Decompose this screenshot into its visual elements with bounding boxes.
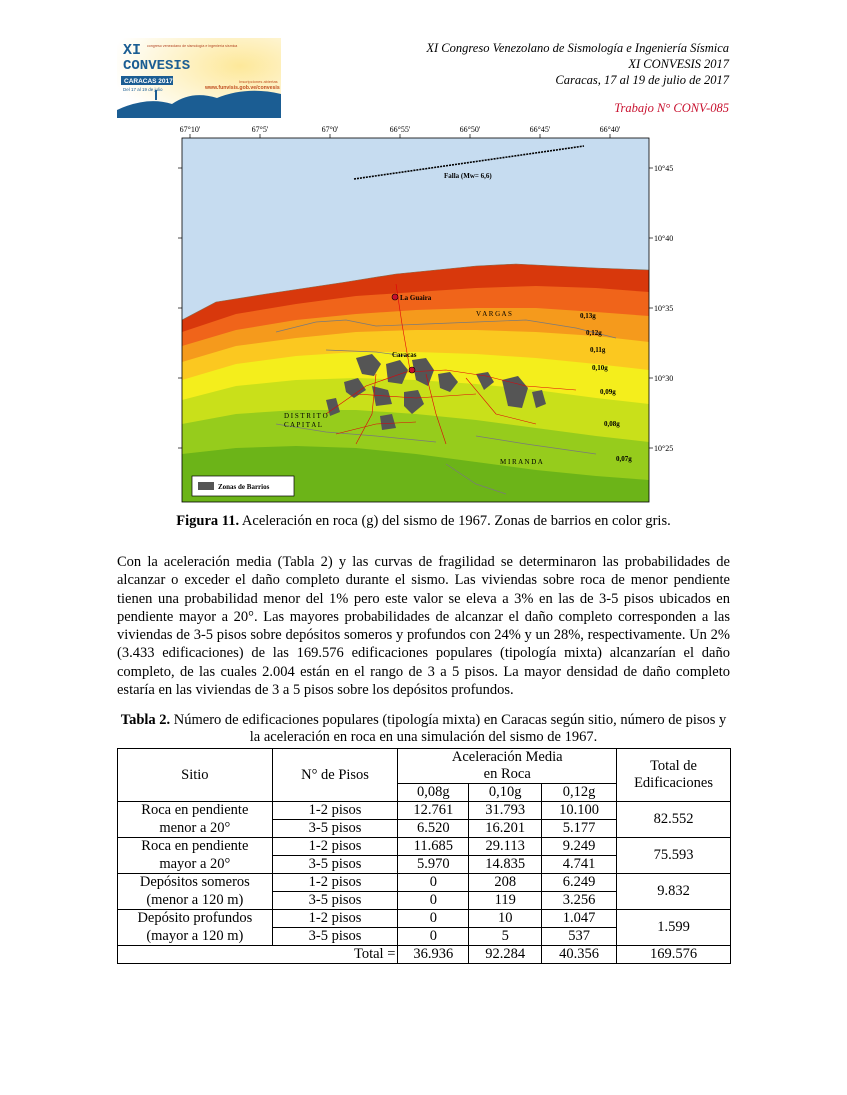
- header-congress: XI Congreso Venezolano de Sismología e Ingeniería Sísmica: [426, 41, 729, 55]
- lon-tick-2: 67°5': [251, 125, 269, 134]
- lat-tick-1: 10°45: [654, 164, 674, 173]
- header-total-line2: Edificaciones: [634, 775, 713, 791]
- value-cell: 3.256: [542, 892, 617, 910]
- floors-cell: 3-5 pisos: [272, 856, 398, 874]
- value-cell: 0: [398, 874, 469, 892]
- site-cell: (menor a 120 m): [118, 892, 273, 910]
- convesis-logo: [117, 38, 281, 118]
- floors-cell: 3-5 pisos: [272, 892, 398, 910]
- acceleration-map: [176, 124, 676, 506]
- value-cell: 31.793: [469, 802, 542, 820]
- value-cell: 10: [469, 910, 542, 928]
- lon-tick-3: 67°0': [321, 125, 339, 134]
- floors-cell: 1-2 pisos: [272, 838, 398, 856]
- site-cell: menor a 20°: [118, 820, 273, 838]
- lon-tick-6: 66°45': [529, 125, 551, 134]
- logo-place: CARACAS 2017: [124, 78, 173, 85]
- lon-tick-4: 66°55': [389, 125, 411, 134]
- header-total: [617, 749, 731, 802]
- logo-inscriptions: Inscripciones abiertas: [239, 79, 278, 84]
- contour-label-013: 0,13g: [580, 312, 596, 320]
- header-g-010: 0,10g: [469, 784, 542, 802]
- page-header: [426, 40, 729, 116]
- value-cell: 0: [398, 892, 469, 910]
- value-cell: 0: [398, 910, 469, 928]
- total-012: 40.356: [542, 946, 617, 964]
- la-guaira-marker: [392, 294, 398, 300]
- floors-cell: 1-2 pisos: [272, 802, 398, 820]
- header-sitio: Sitio: [118, 749, 273, 802]
- caracas-marker: [409, 367, 415, 373]
- total-008: 36.936: [398, 946, 469, 964]
- contour-label-007: 0,07g: [616, 455, 632, 463]
- floors-cell: 1-2 pisos: [272, 874, 398, 892]
- value-cell: 119: [469, 892, 542, 910]
- logo-subtitle: congreso venezolano de sismología e ingeniería sísmica: [147, 44, 238, 48]
- table-caption: [117, 712, 730, 745]
- header-pisos: N° de Pisos: [272, 749, 398, 802]
- legend-label: Zonas de Barrios: [218, 483, 270, 491]
- lat-tick-2: 10°40: [654, 234, 674, 243]
- lon-tick-7: 66°40': [599, 125, 621, 134]
- value-cell: 11.685: [398, 838, 469, 856]
- total-all: 169.576: [617, 946, 731, 964]
- value-cell: 10.100: [542, 802, 617, 820]
- value-cell: 4.741: [542, 856, 617, 874]
- region-dc-line1: D I S T R I T O: [284, 412, 328, 420]
- value-cell: 5.177: [542, 820, 617, 838]
- value-cell: 16.201: [469, 820, 542, 838]
- table-total-row: [118, 946, 731, 964]
- lon-tick-1: 67°10': [179, 125, 201, 134]
- logo-url: www.funvisis.gob.ve/convesis: [205, 85, 280, 91]
- floors-cell: 3-5 pisos: [272, 820, 398, 838]
- map-legend: [192, 476, 294, 496]
- header-aceleracion: [398, 749, 617, 784]
- table-header-row: [118, 749, 731, 784]
- total-cell: 9.832: [617, 874, 731, 910]
- total-010: 92.284: [469, 946, 542, 964]
- value-cell: 1.047: [542, 910, 617, 928]
- value-cell: 208: [469, 874, 542, 892]
- contour-label-011: 0,11g: [590, 346, 606, 354]
- header-aceleracion-line1: Aceleración Media: [451, 749, 563, 765]
- value-cell: 6.520: [398, 820, 469, 838]
- table-row: [118, 874, 731, 892]
- value-cell: 537: [542, 928, 617, 946]
- total-cell: 82.552: [617, 802, 731, 838]
- value-cell: 5: [469, 928, 542, 946]
- table-row: [118, 802, 731, 820]
- value-cell: 14.835: [469, 856, 542, 874]
- header-place-date: Caracas, 17 al 19 de julio de 2017: [555, 73, 729, 87]
- city-caracas: Caracas: [392, 351, 417, 359]
- value-cell: 29.113: [469, 838, 542, 856]
- logo-dates: Del 17 al 19 de julio: [123, 87, 163, 92]
- value-cell: 0: [398, 928, 469, 946]
- contour-label-008: 0,08g: [604, 420, 620, 428]
- table-row: [118, 838, 731, 856]
- header-convesis: XI CONVESIS 2017: [628, 57, 729, 71]
- site-cell: Depósitos someros: [118, 874, 273, 892]
- lat-tick-4: 10°30: [654, 374, 674, 383]
- lon-tick-5: 66°50': [459, 125, 481, 134]
- value-cell: 9.249: [542, 838, 617, 856]
- value-cell: 5.970: [398, 856, 469, 874]
- header-aceleracion-line2: en Roca: [483, 766, 531, 782]
- site-cell: Roca en pendiente: [118, 802, 273, 820]
- fault-label: Falla (Mw= 6,6): [444, 172, 492, 180]
- site-cell: (mayor a 120 m): [118, 928, 273, 946]
- site-cell: mayor a 20°: [118, 856, 273, 874]
- contour-label-010: 0,10g: [592, 364, 608, 372]
- logo-convesis: CONVESIS: [123, 58, 191, 74]
- table-row: [118, 910, 731, 928]
- region-dc-line2: C A P I T A L: [284, 421, 322, 429]
- lat-tick-5: 10°25: [654, 444, 674, 453]
- header-g-008: 0,08g: [398, 784, 469, 802]
- site-cell: Roca en pendiente: [118, 838, 273, 856]
- figure-caption-label: Figura 11.: [176, 513, 240, 529]
- floors-cell: 1-2 pisos: [272, 910, 398, 928]
- contour-label-012: 0,12g: [586, 329, 602, 337]
- total-cell: 75.593: [617, 838, 731, 874]
- figure-caption: [0, 513, 847, 530]
- body-paragraph: Con la aceleración media (Tabla 2) y las curvas de fragilidad se determinaron las probabilidades de alcanzar o exceder el daño completo durante el sismo. Las viviendas sobre roca de menor pendiente tienen una probabilidad menor del 1% pero este valor se eleva a 3% en las de 3-5 pisos ubicados en pendiente mayor a 20°. Las mayores probabilidades de alcanzar el daño completo corresponden a las viviendas de 3-5 pisos sobre depósitos someros y profundos con 24% y un 28%, respectivamente. Un 2% (3.433 edificaciones) de las 169.576 edificaciones populares (tipología mixta) alcanzarían el daño completo, de las cuales 2.004 están en el rango de 3 a 5 pisos. La mayor densidad de daño completo estaría en las viviendas de 3 a 5 pisos sobre los depósitos profundos.: [117, 554, 730, 699]
- legend-swatch: [198, 482, 214, 490]
- total-cell: 1.599: [617, 910, 731, 946]
- value-cell: 12.761: [398, 802, 469, 820]
- header-paper-id: Trabajo N° CONV-085: [614, 101, 729, 115]
- region-vargas: V A R G A S: [476, 310, 512, 318]
- header-total-line1: Total de: [650, 758, 697, 774]
- value-cell: 6.249: [542, 874, 617, 892]
- city-la-guaira: La Guaira: [400, 294, 432, 302]
- lat-tick-3: 10°35: [654, 304, 674, 313]
- region-miranda: M I R A N D A: [500, 458, 543, 466]
- site-cell: Depósito profundos: [118, 910, 273, 928]
- results-table: [117, 748, 731, 964]
- table-caption-label: Tabla 2.: [120, 712, 171, 728]
- total-label: Total =: [118, 946, 398, 964]
- floors-cell: 3-5 pisos: [272, 928, 398, 946]
- contour-label-009: 0,09g: [600, 388, 616, 396]
- logo-xi: XI: [123, 42, 142, 59]
- table-caption-text: Número de edificaciones populares (tipología mixta) en Caracas según sitio, número de pisos y la aceleración en roca en una simulación del sismo de 1967.: [170, 712, 727, 745]
- header-g-012: 0,12g: [542, 784, 617, 802]
- figure-caption-text: Aceleración en roca (g) del sismo de 1967. Zonas de barrios en color gris.: [239, 513, 671, 529]
